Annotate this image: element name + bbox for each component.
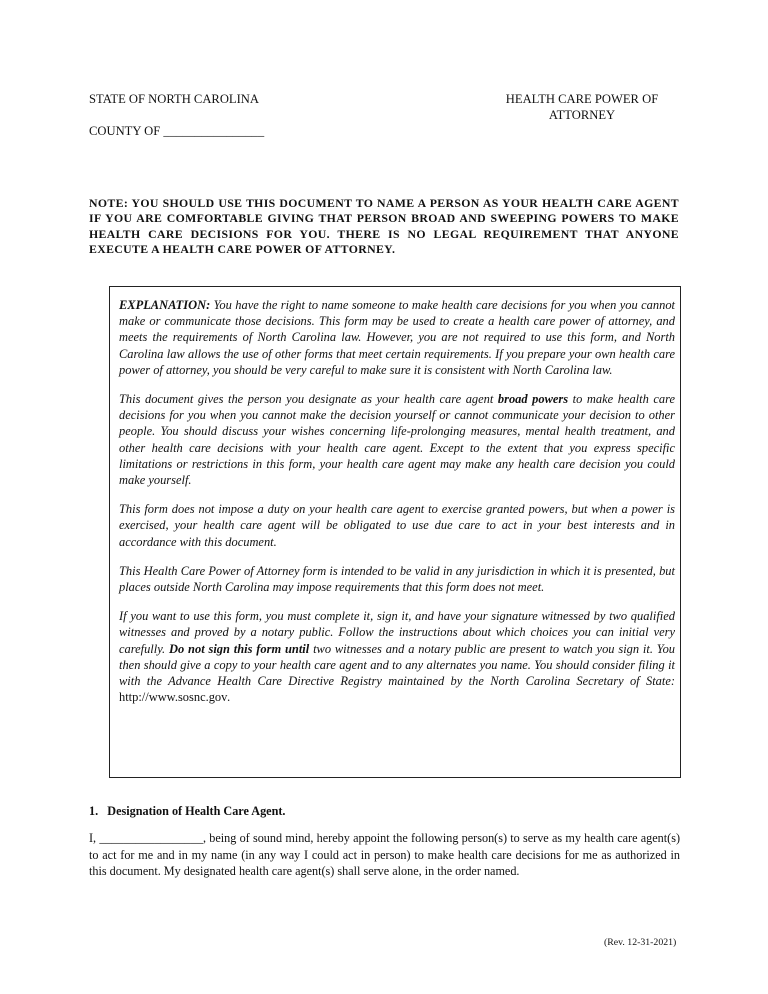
- explanation-paragraph-5: [119, 608, 675, 705]
- explanation-label: EXPLANATION:: [119, 298, 211, 312]
- explanation-p5-c: two witnesses and a notary public are present to watch you sign it. You then should give a copy to your health care agent and to any alternates you name. You should consider filing it with the Advance Health Care Directive Registry maintained by the North Carolina Secretary of State:: [119, 641, 676, 689]
- section-1-heading: 1. Designation of Health Care Agent.: [89, 804, 286, 818]
- explanation-p2-bold: broad powers: [497, 392, 569, 407]
- explanation-p2-a: This document gives the person you designate as your health care agent: [119, 392, 498, 407]
- sosnc-link[interactable]: http://www.sosnc.gov: [119, 690, 228, 705]
- document-title-line1: HEALTH CARE POWER OF: [505, 92, 659, 106]
- explanation-content: [119, 297, 675, 718]
- explanation-box: [109, 286, 681, 778]
- explanation-p2-c: to make health care decisions for you when you cannot make the decision yourself or cannot communicate your decision to other people. You should discuss your wishes concerning life-prolonging measures, mental health treatment, and other health care decisions with your health care agent. Except to the extent that you express specific limitations or restrictions in this form, your health care agent may make any health care decision you could make yourself.: [119, 392, 675, 488]
- explanation-paragraph-1: [119, 297, 675, 378]
- explanation-paragraph-2: [119, 391, 675, 488]
- explanation-p5-a: If you want to use this form, you must complete it, sign it, and have your signature witnessed by two qualified witnesses and proved by a notary public. Follow the instructions about which choices you can initial very carefully.: [119, 609, 675, 656]
- document-title: [470, 91, 694, 123]
- document-title-line2: ATTORNEY: [548, 108, 616, 122]
- explanation-paragraph-3: This form does not impose a duty on your health care agent to exercise granted powers, but when a power is exercised, your health care agent will be obligated to use due care to act in your best interests and in accordance with this document.: [119, 502, 675, 549]
- explanation-p1-text: You have the right to name someone to make health care decisions for you when you cannot make or communicate those decisions. This form may be used to create a health care power of attorney, and meets the requirements of North Carolina law. However, you are not required to use this form, and North Carolina law allows the use of other forms that meet certain requirements. If you prepare your own health care power of attorney, you should be very careful to make sure it is consistent with North Carolina law.: [119, 298, 675, 377]
- explanation-p5-bold: Do not sign this form until: [169, 641, 310, 656]
- note-paragraph: NOTE: YOU SHOULD USE THIS DOCUMENT TO NAME A PERSON AS YOUR HEALTH CARE AGENT IF YOU ARE COMFORTABLE GIVING THAT PERSON BROAD AND SWEEPING POWERS TO MAKE HEALTH CARE DECISIONS FOR YOU. THERE IS NO LEGAL REQUIREMENT THAT ANYONE EXECUTE A HEALTH CARE POWER OF ATTORNEY.: [89, 196, 679, 257]
- explanation-p5-end: .: [227, 690, 231, 705]
- county-label: COUNTY OF ________________: [89, 124, 265, 138]
- state-label: STATE OF NORTH CAROLINA: [89, 92, 260, 106]
- revision-label: (Rev. 12-31-2021): [604, 937, 677, 948]
- explanation-paragraph-4: This Health Care Power of Attorney form is intended to be valid in any jurisdiction in which it is presented, but places outside North Carolina may impose requirements that this form does not meet.: [119, 563, 675, 595]
- section-1-text: I, _________________, being of sound mind, hereby appoint the following person(s) to serve as my health care agent(s) to act for me and in my name (in any way I could act in person) to make health care decisions for me as authorized in this document. My designated health care agent(s) shall serve alone, in the order named.: [89, 831, 680, 879]
